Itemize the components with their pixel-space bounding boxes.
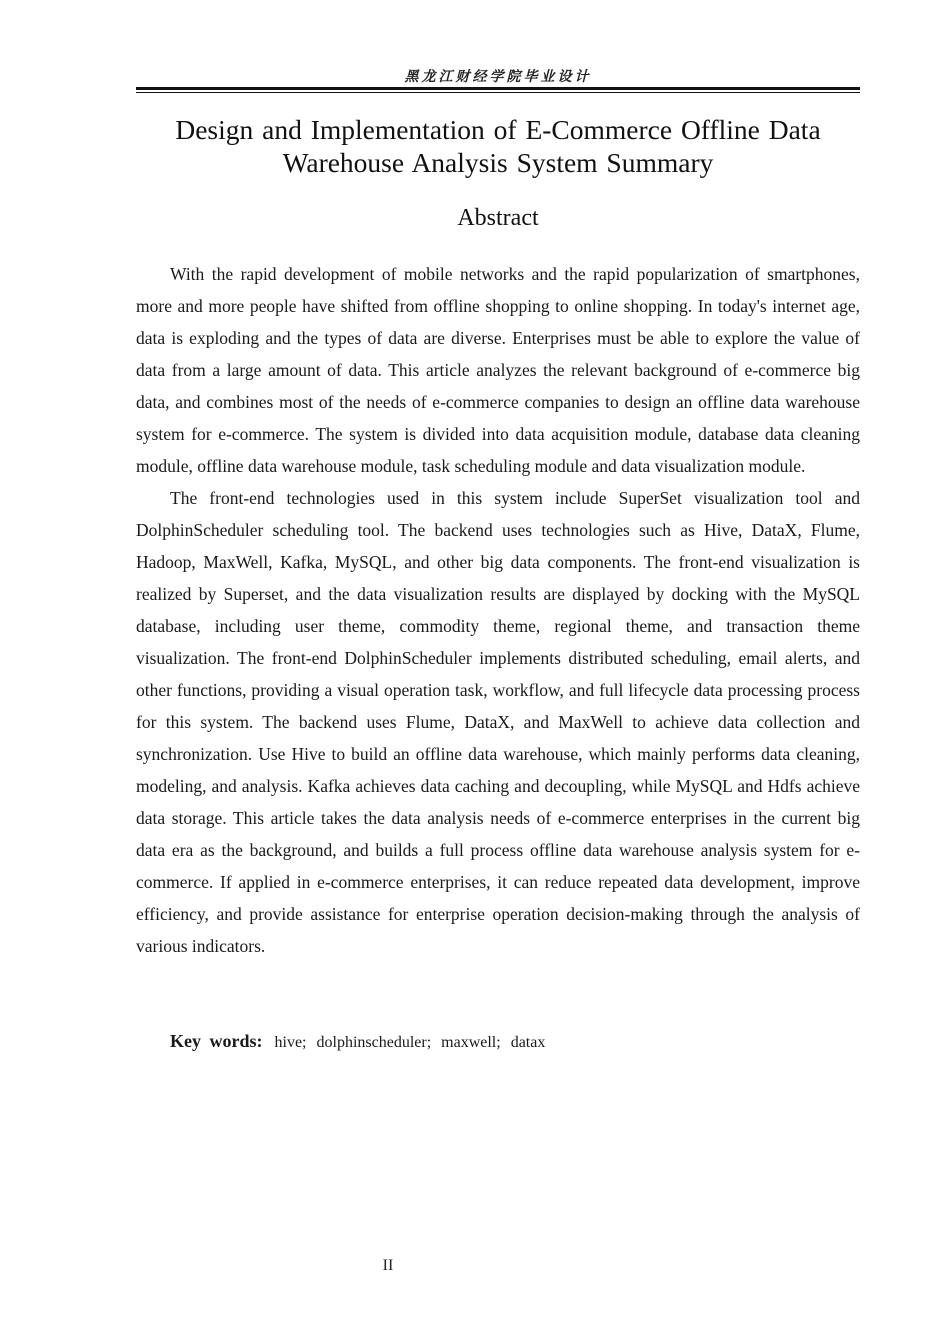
keyword-item: dolphinscheduler xyxy=(316,1034,427,1051)
keyword-item: hive xyxy=(274,1034,303,1051)
page-number: II xyxy=(382,1257,394,1274)
abstract-body xyxy=(136,258,860,962)
paper-title-line-2: Warehouse Analysis System Summary xyxy=(282,147,714,178)
keyword-separator: ; xyxy=(426,1034,432,1051)
abstract-paragraph-2: The front-end technologies used in this system include SuperSet visualization tool and DolphinScheduler scheduling tool. The backend uses technologies such as Hive, DataX, Flume, Hadoop, MaxWell, Kafka, MySQL, and other big data components. The front-end visualization is realized by Superset, and the data visualization results are displayed by docking with the MySQL database, including user theme, commodity theme, regional theme, and transaction theme visualization. The front-end DolphinScheduler implements distributed scheduling, email alerts, and other functions, providing a visual operation task, workflow, and full lifecycle data processing process for this system. The backend uses Flume, DataX, and MaxWell to achieve data collection and synchronization. Use Hive to build an offline data warehouse, which mainly performs data cleaning, modeling, and analysis. Kafka achieves data caching and decoupling, while MySQL and Hdfs achieve data storage. This article takes the data analysis needs of e-commerce enterprises in the current big data era as the background, and builds a full process offline data warehouse analysis system for e-commerce. If applied in e-commerce enterprises, it can reduce repeated data development, improve efficiency, and provide assistance for enterprise operation decision-making through the analysis of various indicators. xyxy=(136,488,860,956)
keyword-separator: ; xyxy=(302,1034,307,1051)
keyword-separator: ; xyxy=(496,1034,501,1051)
paper-title-line-1: Design and Implementation of E-Commerce Offline Data xyxy=(175,114,821,145)
keywords-line xyxy=(170,1027,860,1057)
running-header: 黑龙江财经学院毕业设计 xyxy=(404,70,592,85)
header-rule-thick xyxy=(136,87,860,90)
abstract-heading: Abstract xyxy=(457,205,539,231)
keywords-label: Key words: xyxy=(170,1031,263,1051)
abstract-paragraph-1: With the rapid development of mobile networks and the rapid popularization of smartphones, more and more people have shifted from offline shopping to online shopping. In today's internet age, data is exploding and the types of data are diverse. Enterprises must be able to explore the value of data from a large amount of data. This article analyzes the relevant background of e-commerce big data, and combines most of the needs of e-commerce companies to design an offline data warehouse system for e-commerce. The system is divided into data acquisition module, database data cleaning module, offline data warehouse module, task scheduling module and data visualization module. xyxy=(136,264,860,476)
paper-title xyxy=(136,113,860,179)
keyword-item: maxwell xyxy=(441,1034,497,1051)
header-rule-thin xyxy=(136,92,860,93)
keyword-item: datax xyxy=(510,1034,546,1051)
